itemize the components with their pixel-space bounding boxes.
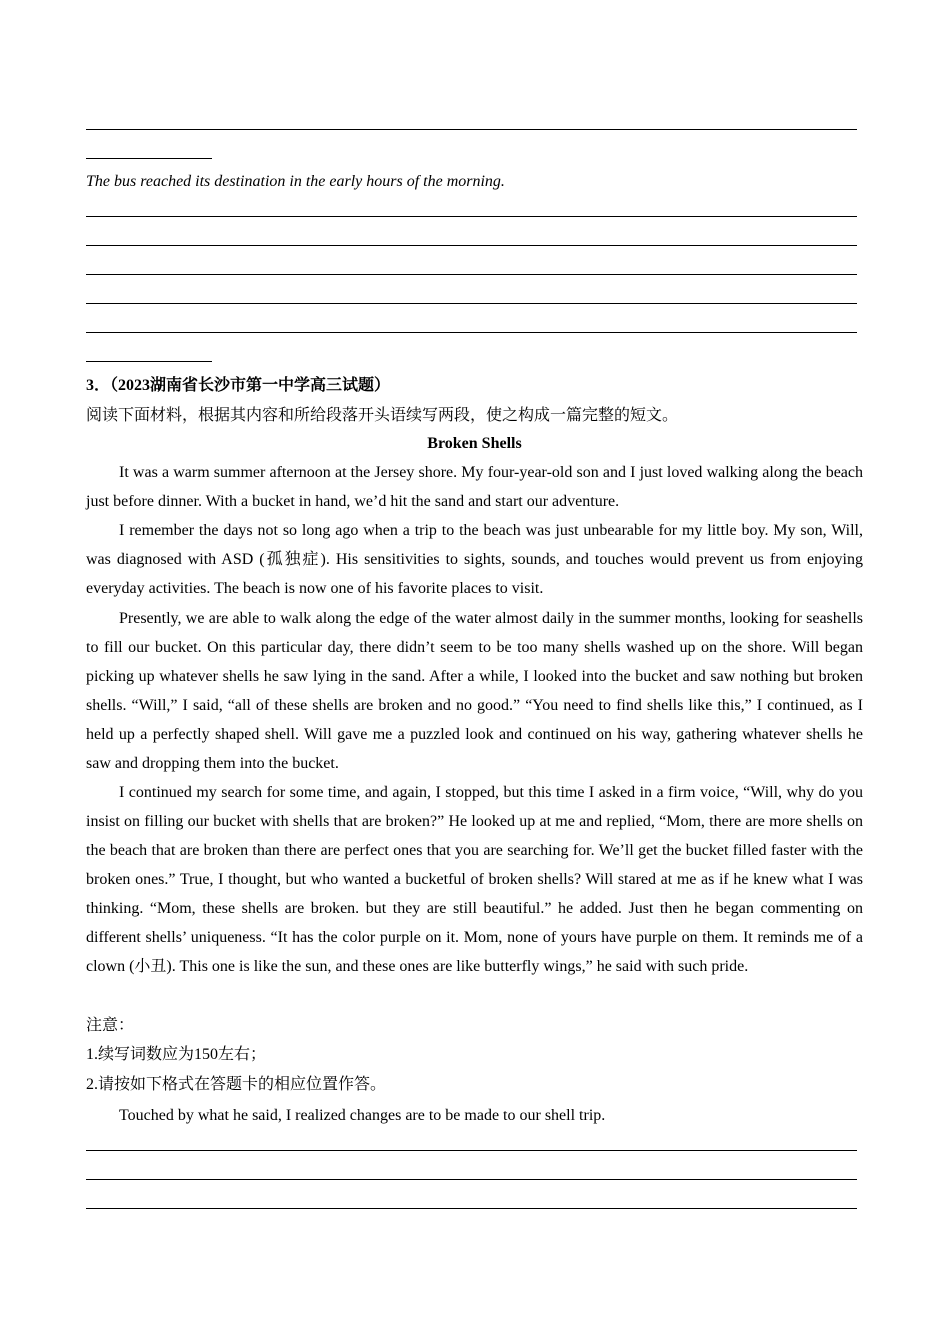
answer-line [86,216,857,217]
story-paragraph: It was a warm summer afternoon at the Jersey shore. My four-year-old son and I just loved walking along the beach just before dinner. With a bucket in hand, we’d hit the sand and start our adventure. [86,464,863,510]
answer-line [86,303,857,304]
note-item: 1.续写词数应为150左右； [86,1046,267,1063]
prompt-sentence: The bus reached its destination in the early hours of the morning. [86,173,505,190]
story-paragraph: I continued my search for some time, and again, I stopped, but this time I asked in a firm voice, “Will, why do you insist on filling our bucket with shells that are broken?” He looked up at me and replied, “Mom, there are more shells on the beach that are broken than there are perfect ones that you are searching for. We’ll get the bucket filled faster with the broken ones.” True, I thought, but who wanted a bucketful of broken shells? Will stared at me as if he knew what I was thinking. “Mom, these shells are broken. but they are still beautiful.” he added. Just then he began commenting on different shells’ uniqueness. “It has the color purple on it. Mom, none of yours have purple on them. It reminds me of a clown (小丑). This one is like the sun, and these ones are like butterfly wings,” he said with such pride. [86,784,863,975]
question-number: 3． [86,377,111,394]
question-source: （2023湖南省长沙市第一中学高三试题） [110,377,391,394]
answer-line [86,274,857,275]
question-header [86,371,390,400]
answer-line-short [86,158,212,159]
story-paragraph: I remember the days not so long ago when a trip to the beach was just unbearable for my little boy. My son, Will, was diagnosed with ASD (孤独症). His sensitivities to sights, sounds, and touches would prevent us from enjoying everyday activities. The beach is now one of his favorite places to visit. [86,522,863,597]
opening-sentence: Touched by what he said, I realized changes are to be made to our shell trip. [119,1107,606,1124]
story-paragraph: Presently, we are able to walk along the edge of the water almost daily in the summer months, looking for seashells to fill our bucket. On this particular day, there didn’t seem to be too many shells washed up on the shore. Will began picking up whatever shells he saw lying in the sand. After a while, I looked into the bucket and saw nothing but broken shells. “Will,” I said, “all of these shells are broken and no good.” “You need to find shells like this,” I continued, as I held up a perfectly shaped shell. Will gave me a puzzled look and continued on his way, gathering whatever shells he saw and dropping them into the bucket. [86,610,863,772]
question-instruction: 阅读下面材料，根据其内容和所给段落开头语续写两段，使之构成一篇完整的短文。 [86,407,679,424]
answer-line [86,245,857,246]
answer-line-short [86,361,212,362]
answer-line [86,1208,857,1209]
answer-line [86,1150,857,1151]
note-item: 2.请按如下格式在答题卡的相应位置作答。 [86,1076,387,1093]
answer-line [86,129,857,130]
answer-line [86,1179,857,1180]
story-title: Broken Shells [427,435,522,452]
answer-line [86,332,857,333]
notes-heading: 注意： [86,1017,135,1034]
